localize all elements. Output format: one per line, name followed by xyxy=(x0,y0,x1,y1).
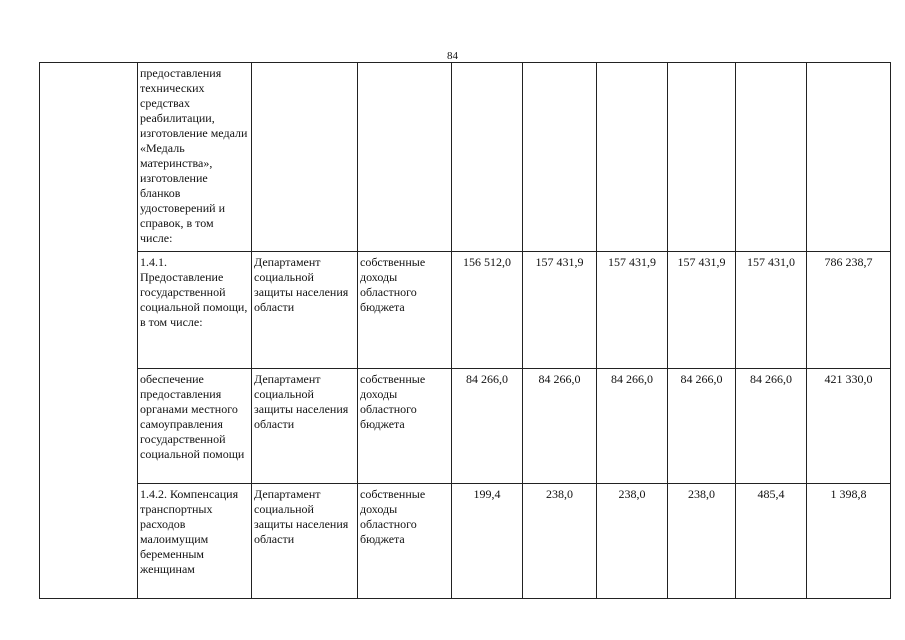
value-cell: 157 431,0 xyxy=(736,252,807,369)
row-name: 1.4.2. Компенсация транспортных расходов малоимущим беременным женщинам xyxy=(138,484,252,599)
value-cell xyxy=(452,63,523,252)
row-executor: Департамент социальной защиты населения области xyxy=(252,369,358,484)
value-cell: 84 266,0 xyxy=(523,369,597,484)
value-cell: 157 431,9 xyxy=(668,252,736,369)
page-number: 84 xyxy=(447,50,458,62)
value-cell xyxy=(736,63,807,252)
value-cell: 84 266,0 xyxy=(736,369,807,484)
value-cell xyxy=(807,63,891,252)
value-cell: 485,4 xyxy=(736,484,807,599)
row-executor: Департамент социальной защиты населения области xyxy=(252,484,358,599)
value-cell: 238,0 xyxy=(597,484,668,599)
value-cell: 157 431,9 xyxy=(523,252,597,369)
budget-table xyxy=(39,62,891,599)
value-cell: 199,4 xyxy=(452,484,523,599)
value-cell: 786 238,7 xyxy=(807,252,891,369)
value-cell: 238,0 xyxy=(668,484,736,599)
row-executor: Департамент социальной защиты населения области xyxy=(252,252,358,369)
row-source: собственные доходы областного бюджета xyxy=(358,369,452,484)
table-row xyxy=(40,252,891,369)
table-row xyxy=(40,63,891,252)
value-cell: 156 512,0 xyxy=(452,252,523,369)
row-source: собственные доходы областного бюджета xyxy=(358,252,452,369)
row-name: 1.4.1. Предоставление государственной социальной помощи, в том числе: xyxy=(138,252,252,369)
value-cell xyxy=(668,63,736,252)
row-executor xyxy=(252,63,358,252)
table-row xyxy=(40,484,891,599)
value-cell: 84 266,0 xyxy=(452,369,523,484)
value-cell xyxy=(523,63,597,252)
value-cell: 238,0 xyxy=(523,484,597,599)
table-row xyxy=(40,369,891,484)
value-cell xyxy=(597,63,668,252)
merged-first-column xyxy=(40,63,138,599)
value-cell: 157 431,9 xyxy=(597,252,668,369)
value-cell: 421 330,0 xyxy=(807,369,891,484)
value-cell: 1 398,8 xyxy=(807,484,891,599)
value-cell: 84 266,0 xyxy=(668,369,736,484)
value-cell: 84 266,0 xyxy=(597,369,668,484)
row-name: предоставления технических средствах реабилитации, изготовление медали «Медаль материнства», изготовление бланков удостоверений и справок, в том числе: xyxy=(138,63,252,252)
row-source: собственные доходы областного бюджета xyxy=(358,484,452,599)
row-name: обеспечение предоставления органами местного самоуправления государственной социальной помощи xyxy=(138,369,252,484)
row-source xyxy=(358,63,452,252)
